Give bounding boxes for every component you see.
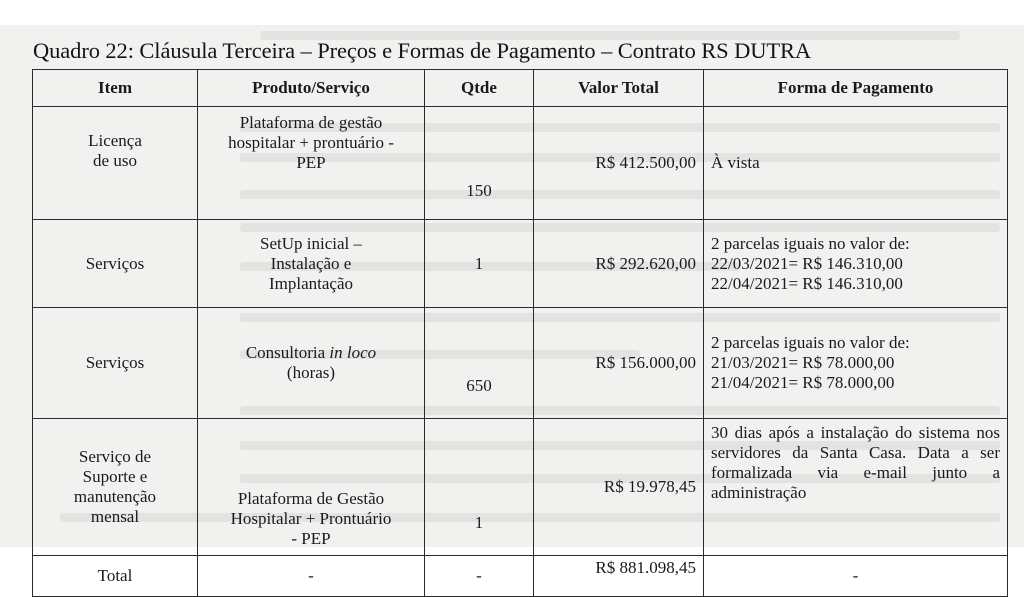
cell-produto [198, 220, 425, 308]
cell-text: Hospitalar + Prontuário [230, 509, 392, 528]
cell-text: manutenção [73, 487, 157, 506]
cell-produto [198, 419, 425, 556]
cell-forma [704, 308, 1008, 419]
cell-item [33, 107, 198, 220]
cell-valor: R$ 412.500,00 [534, 107, 704, 220]
table-header-row [33, 70, 1008, 107]
cell-forma: 30 dias após a instalação do sistema nos servidores da Santa Casa. Data a ser formalizada via e-mail junto a administração [704, 419, 1008, 556]
cell-text: 21/04/2021= R$ 78.000,00 [711, 373, 895, 392]
payment-table [32, 69, 1008, 597]
cell-text: PEP [296, 153, 326, 172]
cell-text: Serviço de [78, 447, 152, 466]
cell-text: 21/03/2021= R$ 78.000,00 [711, 353, 895, 372]
cell-forma [704, 220, 1008, 308]
header-produto-servico: Produto/Serviço [198, 70, 425, 107]
total-forma: - [704, 556, 1008, 597]
header-valor-total: Valor Total [534, 70, 704, 107]
cell-text: 2 parcelas iguais no valor de: [711, 233, 910, 253]
cell-qtde: 1 [425, 220, 534, 308]
cell-text: Suporte e [82, 467, 148, 486]
table-row [33, 308, 1008, 419]
header-forma-pagamento: Forma de Pagamento [704, 70, 1008, 107]
cell-produto [198, 308, 425, 419]
cell-item: Serviços [33, 308, 198, 419]
cell-item: Serviços [33, 220, 198, 308]
cell-text: 22/04/2021= R$ 146.310,00 [711, 273, 903, 293]
cell-valor: R$ 156.000,00 [534, 308, 704, 419]
cell-qtde: 650 [425, 308, 534, 419]
cell-text: Instalação e [270, 253, 352, 273]
cell-produto [198, 107, 425, 220]
cell-text: - PEP [291, 529, 331, 548]
cell-text: 2 parcelas iguais no valor de: [711, 333, 910, 352]
table-row [33, 107, 1008, 220]
cell-text-italic: in loco [329, 343, 377, 362]
cell-forma: À vista [704, 107, 1008, 220]
cell-text: mensal [90, 507, 140, 526]
cell-text [205, 343, 417, 363]
cell-text: SetUp inicial – [260, 233, 362, 253]
cell-text: Licença [88, 131, 142, 150]
cell-text-main: Consultoria [245, 343, 330, 362]
cell-text: hospitalar + prontuário - [228, 133, 394, 152]
cell-qtde: 1 [425, 419, 534, 556]
cell-valor: R$ 19.978,45 [534, 419, 704, 556]
total-qtde: - [425, 556, 534, 597]
table-caption: Quadro 22: Cláusula Terceira – Preços e Formas de Pagamento – Contrato RS DUTRA [33, 38, 812, 63]
cell-valor: R$ 292.620,00 [534, 220, 704, 308]
table-row [33, 220, 1008, 308]
cell-text: 22/03/2021= R$ 146.310,00 [711, 253, 903, 273]
cell-item [33, 419, 198, 556]
total-label: Total [33, 556, 198, 597]
total-row [33, 556, 1008, 597]
cell-qtde: 150 [425, 107, 534, 220]
total-produto: - [198, 556, 425, 597]
cell-text: (horas) [286, 363, 336, 382]
cell-text: Plataforma de Gestão [237, 489, 385, 508]
cell-text: de uso [93, 151, 137, 170]
header-item: Item [33, 70, 198, 107]
table-row [33, 419, 1008, 556]
cell-text: Implantação [268, 273, 353, 293]
cell-text: Plataforma de gestão [239, 113, 383, 132]
total-valor: R$ 881.098,45 [534, 556, 704, 597]
header-qtde: Qtde [425, 70, 534, 107]
